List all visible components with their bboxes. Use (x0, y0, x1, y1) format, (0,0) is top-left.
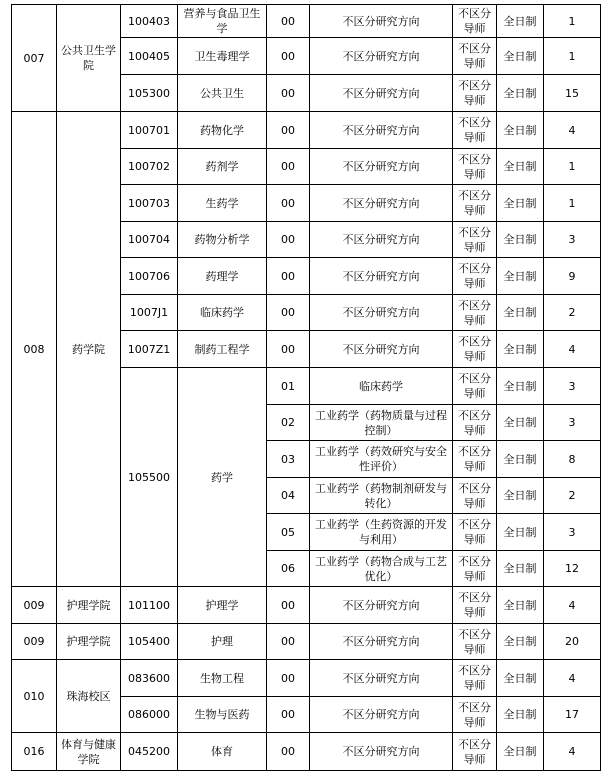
supervisor-cell: 不区分导师 (453, 733, 497, 771)
major-code-cell: 100703 (121, 185, 178, 222)
study-mode-cell: 全日制 (497, 5, 544, 38)
study-mode-cell: 全日制 (497, 624, 544, 660)
quota-cell: 4 (544, 733, 601, 771)
direction-code-cell: 00 (267, 258, 310, 295)
direction-code-cell: 03 (267, 441, 310, 478)
quota-cell: 1 (544, 149, 601, 185)
major-name-cell: 生物与医药 (178, 697, 267, 733)
supervisor-cell: 不区分导师 (453, 551, 497, 587)
major-name-cell: 护理 (178, 624, 267, 660)
direction-name-cell: 不区分研究方向 (310, 660, 453, 697)
direction-name-cell: 不区分研究方向 (310, 5, 453, 38)
direction-name-cell: 不区分研究方向 (310, 587, 453, 624)
quota-cell: 12 (544, 551, 601, 587)
study-mode-cell: 全日制 (497, 514, 544, 551)
major-code-cell: 086000 (121, 697, 178, 733)
school-code-cell: 010 (12, 660, 57, 733)
direction-name-cell: 工业药学（药物制剂研发与转化） (310, 478, 453, 514)
quota-cell: 20 (544, 624, 601, 660)
direction-name-cell: 工业药学（药物质量与过程控制） (310, 405, 453, 441)
quota-cell: 4 (544, 587, 601, 624)
quota-cell: 2 (544, 295, 601, 331)
supervisor-cell: 不区分导师 (453, 441, 497, 478)
school-code-cell: 009 (12, 587, 57, 624)
quota-cell: 2 (544, 478, 601, 514)
direction-name-cell: 不区分研究方向 (310, 75, 453, 112)
supervisor-cell: 不区分导师 (453, 149, 497, 185)
direction-code-cell: 00 (267, 624, 310, 660)
major-code-cell: 100701 (121, 112, 178, 149)
major-name-cell: 生物工程 (178, 660, 267, 697)
major-code-cell: 083600 (121, 660, 178, 697)
study-mode-cell: 全日制 (497, 660, 544, 697)
study-mode-cell: 全日制 (497, 149, 544, 185)
major-code-cell: 100403 (121, 5, 178, 38)
supervisor-cell: 不区分导师 (453, 222, 497, 258)
table-row (12, 733, 601, 771)
quota-cell: 4 (544, 660, 601, 697)
table-row (12, 624, 601, 660)
study-mode-cell: 全日制 (497, 733, 544, 771)
study-mode-cell: 全日制 (497, 405, 544, 441)
direction-code-cell: 00 (267, 75, 310, 112)
direction-code-cell: 00 (267, 587, 310, 624)
study-mode-cell: 全日制 (497, 587, 544, 624)
major-name-cell: 营养与食品卫生学 (178, 5, 267, 38)
major-code-cell: 105300 (121, 75, 178, 112)
direction-code-cell: 00 (267, 149, 310, 185)
study-mode-cell: 全日制 (497, 222, 544, 258)
school-name-cell: 体育与健康学院 (57, 733, 121, 771)
major-code-cell: 100704 (121, 222, 178, 258)
direction-code-cell: 00 (267, 222, 310, 258)
major-code-cell: 100706 (121, 258, 178, 295)
major-name-cell: 制药工程学 (178, 331, 267, 368)
school-code-cell: 016 (12, 733, 57, 771)
table-row (12, 112, 601, 149)
major-name-cell: 药物化学 (178, 112, 267, 149)
school-name-cell: 护理学院 (57, 587, 121, 624)
direction-name-cell: 工业药学（生药资源的开发与利用） (310, 514, 453, 551)
major-code-cell: 100405 (121, 38, 178, 75)
table-row (12, 587, 601, 624)
direction-code-cell: 00 (267, 331, 310, 368)
direction-name-cell: 不区分研究方向 (310, 38, 453, 75)
study-mode-cell: 全日制 (497, 185, 544, 222)
supervisor-cell: 不区分导师 (453, 295, 497, 331)
major-name-cell: 生药学 (178, 185, 267, 222)
school-code-cell: 008 (12, 112, 57, 587)
supervisor-cell: 不区分导师 (453, 5, 497, 38)
direction-name-cell: 不区分研究方向 (310, 295, 453, 331)
quota-cell: 3 (544, 222, 601, 258)
direction-name-cell: 不区分研究方向 (310, 624, 453, 660)
major-name-cell: 卫生毒理学 (178, 38, 267, 75)
direction-code-cell: 00 (267, 38, 310, 75)
study-mode-cell: 全日制 (497, 295, 544, 331)
major-code-cell: 045200 (121, 733, 178, 771)
direction-name-cell: 临床药学 (310, 368, 453, 405)
major-code-cell: 101100 (121, 587, 178, 624)
quota-cell: 3 (544, 514, 601, 551)
direction-code-cell: 00 (267, 185, 310, 222)
major-name-cell: 药物分析学 (178, 222, 267, 258)
school-name-cell: 护理学院 (57, 624, 121, 660)
study-mode-cell: 全日制 (497, 331, 544, 368)
direction-code-cell: 00 (267, 295, 310, 331)
quota-cell: 4 (544, 331, 601, 368)
direction-name-cell: 不区分研究方向 (310, 185, 453, 222)
supervisor-cell: 不区分导师 (453, 112, 497, 149)
supervisor-cell: 不区分导师 (453, 405, 497, 441)
direction-name-cell: 工业药学（药效研究与安全性评价） (310, 441, 453, 478)
direction-code-cell: 00 (267, 660, 310, 697)
supervisor-cell: 不区分导师 (453, 258, 497, 295)
direction-name-cell: 不区分研究方向 (310, 222, 453, 258)
supervisor-cell: 不区分导师 (453, 697, 497, 733)
study-mode-cell: 全日制 (497, 258, 544, 295)
study-mode-cell: 全日制 (497, 441, 544, 478)
school-name-cell: 珠海校区 (57, 660, 121, 733)
study-mode-cell: 全日制 (497, 38, 544, 75)
quota-cell: 17 (544, 697, 601, 733)
study-mode-cell: 全日制 (497, 551, 544, 587)
supervisor-cell: 不区分导师 (453, 75, 497, 112)
major-code-cell: 100702 (121, 149, 178, 185)
major-code-cell: 1007Z1 (121, 331, 178, 368)
direction-code-cell: 00 (267, 697, 310, 733)
major-name-cell: 体育 (178, 733, 267, 771)
school-name-cell: 公共卫生学院 (57, 5, 121, 112)
major-code-cell: 105400 (121, 624, 178, 660)
quota-cell: 1 (544, 185, 601, 222)
direction-name-cell: 不区分研究方向 (310, 112, 453, 149)
quota-cell: 9 (544, 258, 601, 295)
study-mode-cell: 全日制 (497, 75, 544, 112)
quota-cell: 1 (544, 5, 601, 38)
direction-code-cell: 02 (267, 405, 310, 441)
major-code-cell: 105500 (121, 368, 178, 587)
major-name-cell: 药理学 (178, 258, 267, 295)
table-row (12, 5, 601, 38)
school-code-cell: 007 (12, 5, 57, 112)
direction-name-cell: 不区分研究方向 (310, 331, 453, 368)
direction-code-cell: 00 (267, 5, 310, 38)
quota-cell: 1 (544, 38, 601, 75)
major-name-cell: 护理学 (178, 587, 267, 624)
supervisor-cell: 不区分导师 (453, 514, 497, 551)
study-mode-cell: 全日制 (497, 112, 544, 149)
direction-name-cell: 不区分研究方向 (310, 258, 453, 295)
quota-cell: 8 (544, 441, 601, 478)
direction-code-cell: 06 (267, 551, 310, 587)
major-name-cell: 药学 (178, 368, 267, 587)
direction-name-cell: 不区分研究方向 (310, 149, 453, 185)
quota-cell: 3 (544, 405, 601, 441)
direction-code-cell: 04 (267, 478, 310, 514)
major-name-cell: 临床药学 (178, 295, 267, 331)
supervisor-cell: 不区分导师 (453, 368, 497, 405)
major-name-cell: 药剂学 (178, 149, 267, 185)
study-mode-cell: 全日制 (497, 697, 544, 733)
school-name-cell: 药学院 (57, 112, 121, 587)
supervisor-cell: 不区分导师 (453, 38, 497, 75)
direction-code-cell: 00 (267, 112, 310, 149)
supervisor-cell: 不区分导师 (453, 331, 497, 368)
supervisor-cell: 不区分导师 (453, 624, 497, 660)
supervisor-cell: 不区分导师 (453, 478, 497, 514)
supervisor-cell: 不区分导师 (453, 660, 497, 697)
study-mode-cell: 全日制 (497, 478, 544, 514)
major-code-cell: 1007J1 (121, 295, 178, 331)
direction-code-cell: 05 (267, 514, 310, 551)
quota-cell: 15 (544, 75, 601, 112)
direction-name-cell: 工业药学（药物合成与工艺优化） (310, 551, 453, 587)
supervisor-cell: 不区分导师 (453, 185, 497, 222)
major-name-cell: 公共卫生 (178, 75, 267, 112)
table-row (12, 660, 601, 697)
supervisor-cell: 不区分导师 (453, 587, 497, 624)
school-code-cell: 009 (12, 624, 57, 660)
quota-cell: 4 (544, 112, 601, 149)
direction-name-cell: 不区分研究方向 (310, 697, 453, 733)
direction-code-cell: 01 (267, 368, 310, 405)
enrollment-table (11, 4, 601, 771)
direction-code-cell: 00 (267, 733, 310, 771)
quota-cell: 3 (544, 368, 601, 405)
direction-name-cell: 不区分研究方向 (310, 733, 453, 771)
study-mode-cell: 全日制 (497, 368, 544, 405)
